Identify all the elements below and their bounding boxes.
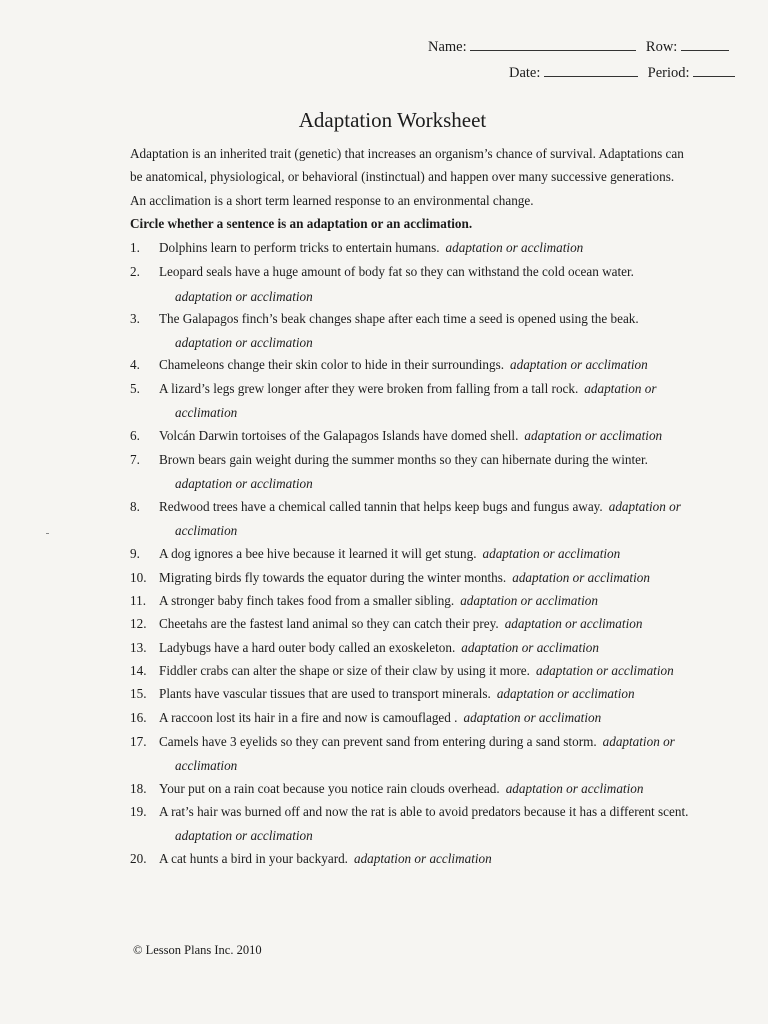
question-number: 5.	[130, 381, 140, 396]
question-text	[159, 686, 635, 702]
question-number: 20.	[130, 851, 147, 866]
question-text	[159, 663, 674, 679]
question-text	[159, 428, 662, 444]
answer-choice[interactable]: adaptation or acclimation	[505, 781, 644, 796]
question-statement: A dog ignores a bee hive because it learned it will get stung.	[159, 546, 477, 561]
answer-choice[interactable]: adaptation or acclimation	[524, 428, 663, 443]
question-number: 7.	[130, 452, 140, 467]
intro-line-2: be anatomical, physiological, or behavioral (instinctual) and happen over many successive generations.	[130, 169, 675, 184]
copyright-footer: © Lesson Plans Inc. 2010	[133, 943, 262, 957]
answer-choice[interactable]: adaptation or acclimation	[496, 686, 635, 701]
question-text	[159, 593, 598, 609]
question-number: 6.	[130, 428, 140, 443]
answer-choice[interactable]: adaptation or	[608, 499, 681, 514]
date-label: Date:	[509, 65, 541, 81]
question-number: 17.	[130, 734, 147, 749]
question-number: 9.	[130, 546, 140, 561]
answer-choice[interactable]: adaptation or acclimation	[482, 546, 621, 561]
question-number: 16.	[130, 710, 147, 725]
period-blank[interactable]	[693, 64, 735, 77]
answer-choice[interactable]: adaptation or acclimation	[510, 357, 648, 372]
question-text	[159, 851, 492, 867]
answer-choice-continued[interactable]: acclimation	[175, 405, 238, 420]
question-statement: Chameleons change their skin color to hide in their surroundings.	[159, 357, 504, 372]
date-blank[interactable]	[544, 64, 638, 77]
question-text	[159, 570, 650, 586]
question-statement: Redwood trees have a chemical called tannin that helps keep bugs and fungus away.	[159, 499, 603, 514]
answer-choice[interactable]: adaptation or acclimation	[460, 593, 598, 608]
question-text	[159, 734, 675, 750]
answer-choice-continued[interactable]: acclimation	[175, 758, 238, 773]
question-statement: Your put on a rain coat because you notice rain clouds overhead.	[159, 781, 500, 796]
question-statement: Camels have 3 eyelids so they can prevent sand from entering during a sand storm.	[159, 734, 597, 749]
question-statement: A stronger baby finch takes food from a smaller sibling.	[159, 593, 455, 608]
answer-choice[interactable]: adaptation or	[602, 734, 675, 749]
question-text	[159, 381, 656, 397]
period-label: Period:	[647, 65, 690, 81]
question-text	[159, 616, 642, 632]
question-number: 14.	[130, 663, 147, 678]
question-statement: A rat’s hair was burned off and now the rat is able to avoid predators because it has a different scent.	[159, 804, 689, 819]
question-number: 2.	[130, 264, 140, 279]
answer-choice[interactable]: adaptation or acclimation	[535, 663, 674, 678]
question-number: 4.	[130, 357, 140, 372]
question-text	[159, 710, 601, 726]
question-statement: Cheetahs are the fastest land animal so they can catch their prey.	[159, 616, 499, 631]
question-statement: Volcán Darwin tortoises of the Galapagos Islands have domed shell.	[159, 428, 519, 443]
question-text	[159, 264, 634, 280]
question-number: 10.	[130, 570, 147, 585]
question-statement: Leopard seals have a huge amount of body fat so they can withstand the cold ocean water.	[159, 264, 634, 279]
answer-choice-continued[interactable]: adaptation or acclimation	[175, 476, 313, 491]
answer-choice[interactable]: adaptation or acclimation	[512, 570, 650, 585]
name-blank[interactable]	[470, 38, 636, 51]
worksheet-title: Adaptation Worksheet	[298, 108, 487, 132]
intro-line-3: An acclimation is a short term learned response to an environmental change.	[130, 193, 534, 208]
answer-choice-continued[interactable]: acclimation	[175, 523, 238, 538]
question-number: 18.	[130, 781, 147, 796]
intro-line-1: Adaptation is an inherited trait (genetic) that increases an organism’s chance of survival. Adaptations can	[130, 146, 684, 161]
answer-choice-continued[interactable]: adaptation or acclimation	[175, 289, 313, 304]
question-statement: Brown bears gain weight during the summer months so they can hibernate during the winter.	[159, 452, 648, 467]
answer-choice[interactable]: adaptation or	[584, 381, 657, 396]
question-statement: The Galapagos finch’s beak changes shape after each time a seed is opened using the beak.	[159, 311, 639, 326]
name-row	[428, 38, 729, 56]
instructions: Circle whether a sentence is an adaptation or an acclimation.	[130, 216, 473, 231]
question-text	[159, 240, 583, 256]
question-number: 11.	[130, 593, 146, 608]
question-text	[159, 357, 648, 373]
question-number: 19.	[130, 804, 147, 819]
question-number: 15.	[130, 686, 147, 701]
question-number: 1.	[130, 240, 140, 255]
question-text	[159, 781, 643, 797]
question-text	[159, 452, 648, 468]
answer-choice[interactable]: adaptation or acclimation	[463, 710, 602, 725]
question-text	[159, 499, 681, 515]
question-number: 8.	[130, 499, 140, 514]
answer-choice[interactable]: adaptation or acclimation	[504, 616, 643, 631]
answer-choice[interactable]: adaptation or acclimation	[461, 640, 599, 655]
question-statement: Ladybugs have a hard outer body called an exoskeleton.	[159, 640, 456, 655]
question-statement: Plants have vascular tissues that are used to transport minerals.	[159, 686, 491, 701]
answer-choice-continued[interactable]: adaptation or acclimation	[175, 335, 313, 350]
question-statement: Dolphins learn to perform tricks to entertain humans.	[159, 240, 440, 255]
question-statement: A lizard’s legs grew longer after they were broken from falling from a tall rock.	[159, 381, 579, 396]
answer-choice-continued[interactable]: adaptation or acclimation	[175, 828, 313, 843]
scan-speck	[46, 533, 49, 534]
question-statement: A raccoon lost its hair in a fire and now is camouflaged .	[159, 710, 458, 725]
question-number: 13.	[130, 640, 147, 655]
answer-choice[interactable]: adaptation or acclimation	[353, 851, 492, 866]
question-number: 3.	[130, 311, 140, 326]
question-statement: Migrating birds fly towards the equator during the winter months.	[159, 570, 507, 585]
question-statement: Fiddler crabs can alter the shape or size of their claw by using it more.	[159, 663, 530, 678]
answer-choice[interactable]: adaptation or acclimation	[445, 240, 584, 255]
row-blank[interactable]	[681, 38, 729, 51]
question-text	[159, 311, 639, 327]
question-text	[159, 546, 620, 562]
question-text	[159, 804, 688, 820]
question-statement: A cat hunts a bird in your backyard.	[159, 851, 348, 866]
date-row	[509, 64, 735, 82]
question-text	[159, 640, 599, 656]
row-label: Row:	[645, 39, 678, 55]
name-label: Name:	[428, 39, 467, 55]
question-number: 12.	[130, 616, 147, 631]
